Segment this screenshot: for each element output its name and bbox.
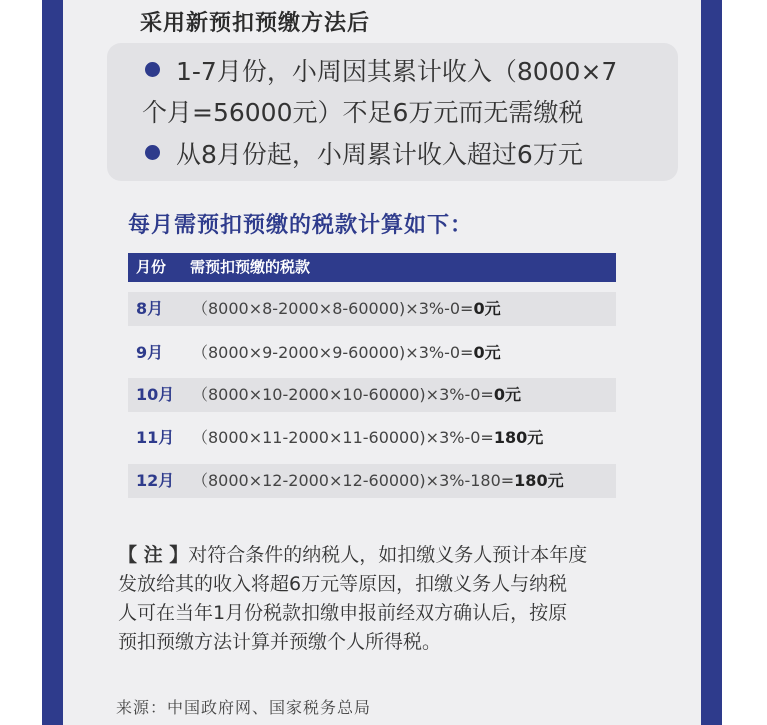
method-bullet-1-text: 1-7月份，小周因其累计收入（8000×7 — [176, 57, 618, 86]
table-row — [128, 421, 616, 455]
note-paragraph — [118, 541, 678, 657]
method-bullet-2 — [145, 135, 583, 171]
bullet-dot-icon — [145, 62, 160, 77]
note-line-4: 预扣预缴方法计算并预缴个人所得税。 — [118, 631, 442, 653]
calculation-title: 每月需预扣预缴的税款计算如下： — [128, 213, 474, 238]
note-line-1 — [118, 541, 678, 570]
source-credit: 来源：中国政府网、国家税务总局 — [116, 698, 372, 717]
method-bullet-2-text: 从8月份起，小周累计收入超过6万元 — [176, 140, 583, 169]
bullet-dot-icon — [145, 145, 160, 160]
row-result: 0元 — [493, 385, 521, 404]
row-month: 12月 — [136, 471, 175, 490]
row-result: 180元 — [493, 428, 544, 447]
row-formula — [192, 378, 521, 412]
column-header-tax: 需预扣预缴的税款 — [190, 258, 311, 276]
row-month: 11月 — [136, 428, 175, 447]
note-line-2: 发放给其的收入将超6万元等原因，扣缴义务人与纳税 — [118, 573, 568, 595]
table-row — [128, 292, 616, 326]
section-title: 采用新预扣预缴方法后 — [140, 11, 371, 36]
row-month: 9月 — [136, 343, 164, 362]
note-tag: 【 注 】 — [118, 544, 189, 566]
row-result: 180元 — [514, 471, 564, 490]
table-row — [128, 336, 616, 370]
method-bullet-1 — [145, 52, 617, 88]
row-formula — [192, 336, 501, 370]
row-month: 10月 — [136, 385, 175, 404]
row-result: 0元 — [473, 343, 501, 362]
note-line-3: 人可在当年1月份税款扣缴申报前经双方确认后，按原 — [118, 602, 568, 624]
right-border-bar — [701, 0, 722, 725]
row-formula-text: （8000×8-2000×8-60000)×3%-0= — [192, 299, 474, 318]
table-row — [128, 378, 616, 412]
row-month: 8月 — [136, 299, 164, 318]
left-border-bar — [42, 0, 63, 725]
row-formula-text: （8000×11-2000×11-60000)×3%-0= — [192, 428, 494, 447]
table-row — [128, 464, 616, 498]
row-result: 0元 — [473, 299, 501, 318]
note-line-1-text: 对符合条件的纳税人，如扣缴义务人预计本年度 — [188, 544, 588, 566]
row-formula — [192, 292, 501, 326]
row-formula-text: （8000×9-2000×9-60000)×3%-0= — [192, 343, 474, 362]
table-header — [128, 253, 616, 282]
column-header-month: 月份 — [136, 258, 167, 276]
row-formula — [192, 464, 564, 498]
method-bullet-1-continued: 个月=56000元）不足6万元而无需缴税 — [142, 98, 584, 127]
row-formula-text: （8000×10-2000×10-60000)×3%-0= — [192, 385, 494, 404]
row-formula-text: （8000×12-2000×12-60000)×3%-180= — [192, 471, 515, 490]
row-formula — [192, 421, 543, 455]
